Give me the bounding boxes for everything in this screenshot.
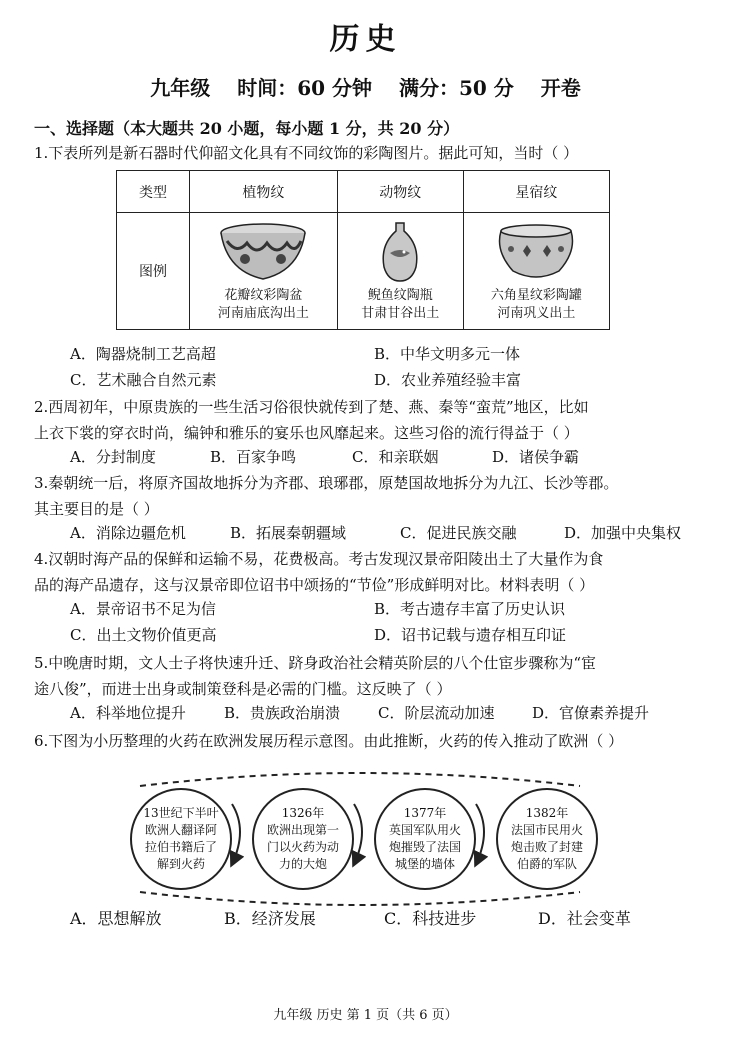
question-6-options-row [70, 906, 710, 932]
option-d[interactable]: D．加强中央集权 [564, 524, 682, 542]
option-a[interactable]: A．分封制度 [70, 448, 156, 466]
question-1-options-row [70, 343, 710, 369]
question-2-line: 2.西周初年，中原贵族的一些生活习俗很快就传到了楚、燕、秦等“蛮荒”地区，比如 [34, 398, 589, 416]
grade-label: 九年级 [150, 76, 211, 100]
section-title: 一、选择题（本大题共 20 小题，每小题 1 分，共 20 分） [34, 119, 460, 138]
question-1-stem: 1.下表所列是新石器时代仰韶文化具有不同纹饰的彩陶图片。据此可知，当时（ ） [34, 144, 579, 162]
fish-vase-image [370, 221, 430, 283]
timeline-node [130, 788, 232, 890]
question-2-line: 上衣下裳的穿衣时尚，编钟和雅乐的宴乐也风靡起来。这些习俗的流行得益于（ ） [34, 424, 579, 442]
option-a[interactable]: A．景帝诏书不足为信 [70, 600, 216, 618]
node-line: 英国军队用火 [388, 823, 461, 837]
pottery-cell [463, 213, 609, 330]
option-b[interactable]: B．经济发展 [224, 909, 316, 928]
option-a[interactable]: A．陶器烧制工艺高超 [70, 345, 216, 363]
question-4-stem [34, 546, 702, 598]
option-b[interactable]: B．中华文明多元一体 [374, 345, 521, 363]
pottery-cell [337, 213, 463, 330]
option-d[interactable]: D．农业养殖经验丰富 [374, 371, 522, 389]
node-line: 拉伯书籍后了 [144, 840, 217, 854]
node-line: 1326年 [281, 806, 325, 820]
pottery-table [116, 170, 610, 330]
pottery-cell [190, 213, 338, 330]
option-d[interactable]: D．社会变革 [538, 909, 631, 928]
option-c[interactable]: C．阶层流动加速 [378, 704, 495, 722]
option-c[interactable]: C．和亲联姻 [352, 448, 439, 466]
node-line: 伯爵的军队 [516, 857, 577, 871]
question-5-line: 5.中晚唐时期，文人士子将快速升迁、跻身政治社会精英阶层的八个仕宦步骤称为“宦 [34, 654, 596, 672]
node-line: 炮击败了封建 [510, 840, 583, 854]
pottery-caption: 河南庙底沟出土 [217, 306, 309, 321]
question-5-options-row [70, 702, 710, 728]
question-4-line: 4.汉朝时海产品的保鲜和运输不易，花费极高。考古发现汉景帝阳陵出土了大量作为食 [34, 550, 604, 568]
node-line: 1382年 [525, 806, 569, 820]
question-4-options-row [70, 624, 710, 650]
pottery-caption: 六角星纹彩陶罐 [490, 288, 582, 303]
option-a[interactable]: A．消除边疆危机 [70, 524, 186, 542]
node-line: 力的大炮 [278, 857, 327, 871]
option-c[interactable]: C．艺术融合自然元素 [70, 371, 217, 389]
painted-basin-image [217, 221, 309, 283]
pottery-caption: 花瓣纹彩陶盆 [224, 288, 303, 303]
option-b[interactable]: B．拓展秦朝疆域 [230, 524, 347, 542]
question-5-line: 途八俊”，而进士出身或制策登科是必需的门槛。这反映了（ ） [34, 680, 452, 698]
page-footer: 九年级 历史 第 1 页（共 6 页） [273, 1008, 458, 1023]
option-d[interactable]: D．诸侯争霸 [492, 448, 580, 466]
node-line: 欧洲人翻译阿 [144, 823, 217, 837]
question-3-options-row [70, 522, 710, 548]
timeline-node [374, 788, 476, 890]
mode-label: 开卷 [540, 76, 581, 100]
node-line: 门以火药为动 [266, 840, 339, 854]
timeline-node [496, 788, 598, 890]
node-line: 13世纪下半叶 [143, 806, 219, 820]
table-header-col: 星宿纹 [463, 171, 609, 213]
table-header-type: 类型 [117, 171, 190, 213]
node-line: 解到火药 [156, 857, 205, 871]
question-2-stem [34, 394, 702, 446]
node-line: 1377年 [403, 806, 447, 820]
node-line: 城堡的墙体 [394, 857, 455, 871]
option-d[interactable]: D．官僚素养提升 [532, 704, 650, 722]
option-a[interactable]: A．科举地位提升 [70, 704, 186, 722]
question-4-options-row [70, 598, 710, 624]
pottery-caption: 甘肃甘谷出土 [361, 306, 440, 321]
question-1-options-row [70, 369, 710, 395]
option-c[interactable]: C．出土文物价值更高 [70, 626, 217, 644]
time-label: 时间：60 分钟 [237, 76, 373, 100]
gunpowder-timeline [120, 764, 600, 914]
exam-info [0, 72, 731, 101]
question-4-line: 品的海产品遗存，这与汉景帝即位诏书中颂扬的“节俭”形成鲜明对比。材料表明（ ） [34, 576, 595, 594]
table-header-col: 动物纹 [337, 171, 463, 213]
pottery-caption: 鲵鱼纹陶瓶 [367, 288, 433, 303]
option-c[interactable]: C．促进民族交融 [400, 524, 517, 542]
node-line: 欧洲出现第一 [266, 823, 339, 837]
question-3-line: 3.秦朝统一后，将原齐国故地拆分为齐郡、琅琊郡，原楚国故地拆分为九江、长沙等郡。 [34, 474, 619, 492]
question-5-stem [34, 650, 702, 702]
question-3-line: 其主要目的是（ ） [34, 500, 159, 518]
score-label: 满分：50 分 [398, 76, 514, 100]
option-d[interactable]: D．诏书记载与遗存相互印证 [374, 626, 567, 644]
question-2-options-row [70, 446, 710, 472]
option-b[interactable]: B．贵族政治崩溃 [224, 704, 341, 722]
node-line: 炮摧毁了法国 [388, 840, 461, 854]
option-a[interactable]: A．思想解放 [70, 909, 162, 928]
table-header-col: 植物纹 [190, 171, 338, 213]
option-c[interactable]: C．科技进步 [384, 909, 477, 928]
pottery-caption: 河南巩义出土 [497, 306, 576, 321]
question-6-stem: 6.下图为小历整理的火药在欧洲发展历程示意图。由此推断，火药的传入推动了欧洲（ ） [34, 732, 624, 750]
question-3-stem [34, 470, 702, 522]
node-line: 法国市民用火 [510, 823, 583, 837]
option-b[interactable]: B．百家争鸣 [210, 448, 297, 466]
table-row-label: 图例 [117, 213, 190, 330]
star-jar-image [493, 221, 579, 283]
timeline-node [252, 788, 354, 890]
option-b[interactable]: B．考古遗存丰富了历史认识 [374, 600, 566, 618]
page-title: 历史 [329, 22, 402, 57]
